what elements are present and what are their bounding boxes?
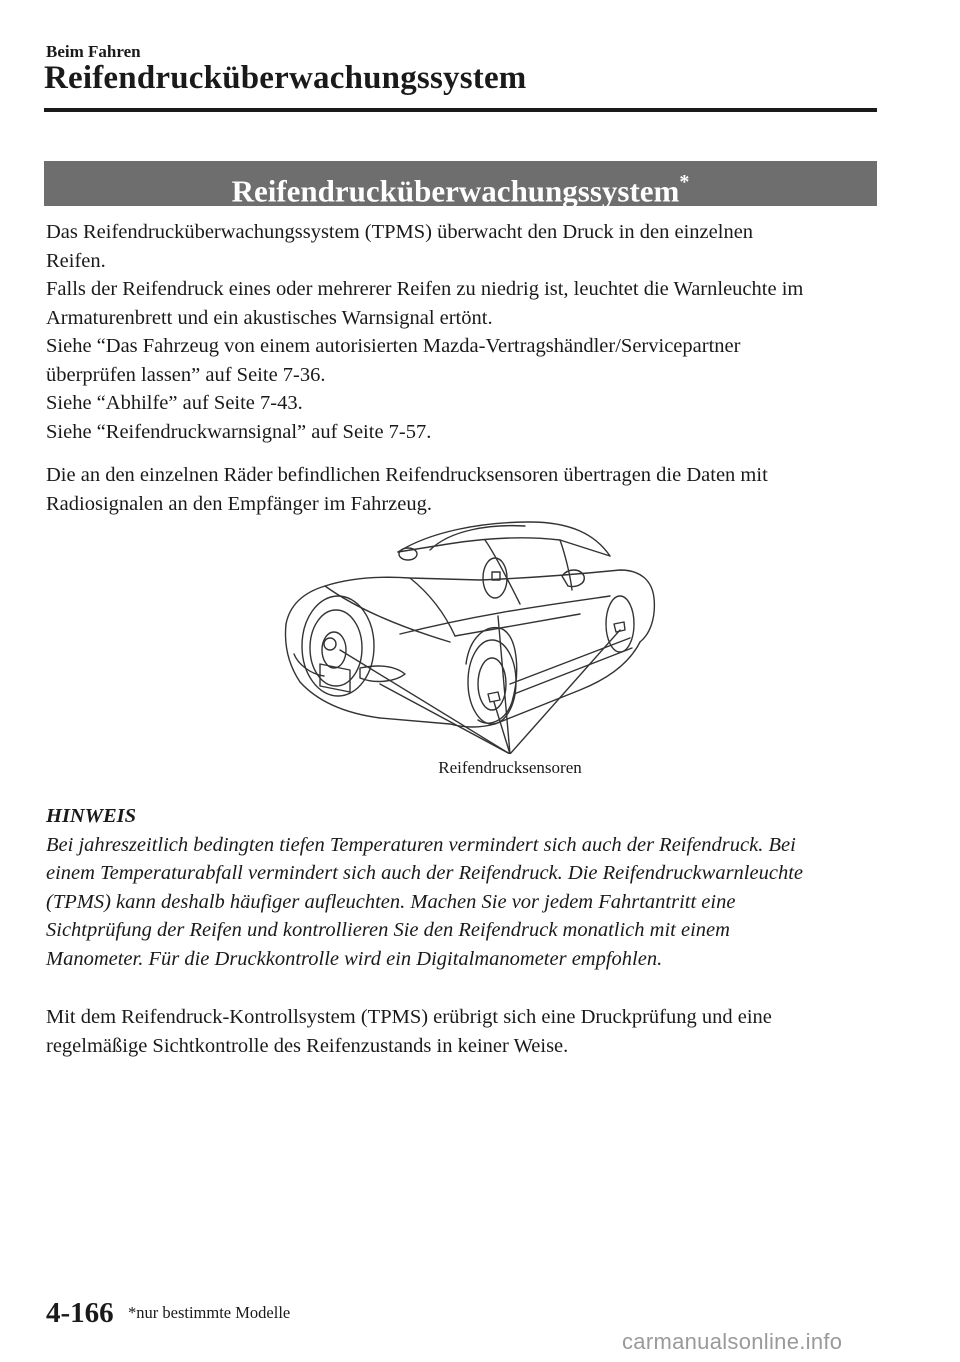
page-number: 4-166 bbox=[46, 1297, 114, 1329]
figure-caption: Reifendrucksensoren bbox=[438, 758, 582, 777]
intro-line: überprüfen lassen” auf Seite 7-36. bbox=[46, 363, 326, 386]
intro-line: Das Reifendrucküberwachungssystem (TPMS) überwacht den Druck in den einzelnen bbox=[46, 221, 754, 243]
watermark: carmanualsonline.info bbox=[622, 1329, 843, 1354]
intro-line: Siehe “Das Fahrzeug von einem autorisierten Mazda-Vertragshändler/Servicepartner bbox=[46, 335, 741, 357]
note-line: Sichtprüfung der Reifen und kontrollieren Sie den Reifendruck monatlich mit einem bbox=[46, 919, 730, 941]
note-line: Bei jahreszeitlich bedingten tiefen Temperaturen vermindert sich auch der Reifendruck. Bei bbox=[46, 833, 796, 856]
title-bar-text: Reifendrucküberwachungssystem bbox=[231, 173, 680, 209]
intro-line: Siehe “Abhilfe” auf Seite 7-43. bbox=[46, 392, 303, 414]
intro-paragraph bbox=[46, 218, 878, 446]
note-line: einem Temperaturabfall vermindert sich auch der Reifendruck. Die Reifendruckwarnleuchte bbox=[46, 862, 803, 884]
note-heading: HINWEIS bbox=[46, 805, 137, 827]
closing-line: Mit dem Reifendruck-Kontrollsystem (TPMS) erübrigt sich eine Druckprüfung und eine bbox=[46, 1006, 772, 1028]
intro-line: Armaturenbrett und ein akustisches Warnsignal ertönt. bbox=[46, 306, 493, 329]
title-marker: * bbox=[679, 171, 690, 193]
header-rule bbox=[44, 108, 877, 112]
intro-line: Falls der Reifendruck eines oder mehrerer Reifen zu niedrig ist, leuchtet die Warnleuchte im bbox=[46, 278, 804, 300]
intro-line: Siehe “Reifendruckwarnsignal” auf Seite 7-57. bbox=[46, 420, 432, 443]
chapter-title: Reifendrucküberwachungssystem bbox=[44, 60, 527, 96]
closing-paragraph bbox=[46, 1003, 878, 1060]
sensor-line: Die an den einzelnen Räder befindlichen Reifendrucksensoren übertragen die Daten mit bbox=[46, 464, 768, 486]
footnote: *nur bestimmte Modelle bbox=[128, 1303, 291, 1322]
note-line: (TPMS) kann deshalb häufiger aufleuchten. Machen Sie vor jedem Fahrtantritt eine bbox=[46, 890, 736, 913]
title-bar bbox=[44, 161, 877, 209]
car-illustration-icon bbox=[280, 514, 660, 754]
note-block bbox=[46, 802, 886, 973]
closing-line: regelmäßige Sichtkontrolle des Reifenzustands in keiner Weise. bbox=[46, 1034, 569, 1057]
sensor-paragraph bbox=[46, 461, 878, 518]
note-line: Manometer. Für die Druckkontrolle wird ein Digitalmanometer empfohlen. bbox=[46, 947, 663, 970]
sensor-line: Radiosignalen an den Empfänger im Fahrzeug. bbox=[46, 492, 432, 515]
intro-line: Reifen. bbox=[46, 249, 106, 272]
section-label: Beim Fahren bbox=[46, 42, 141, 61]
